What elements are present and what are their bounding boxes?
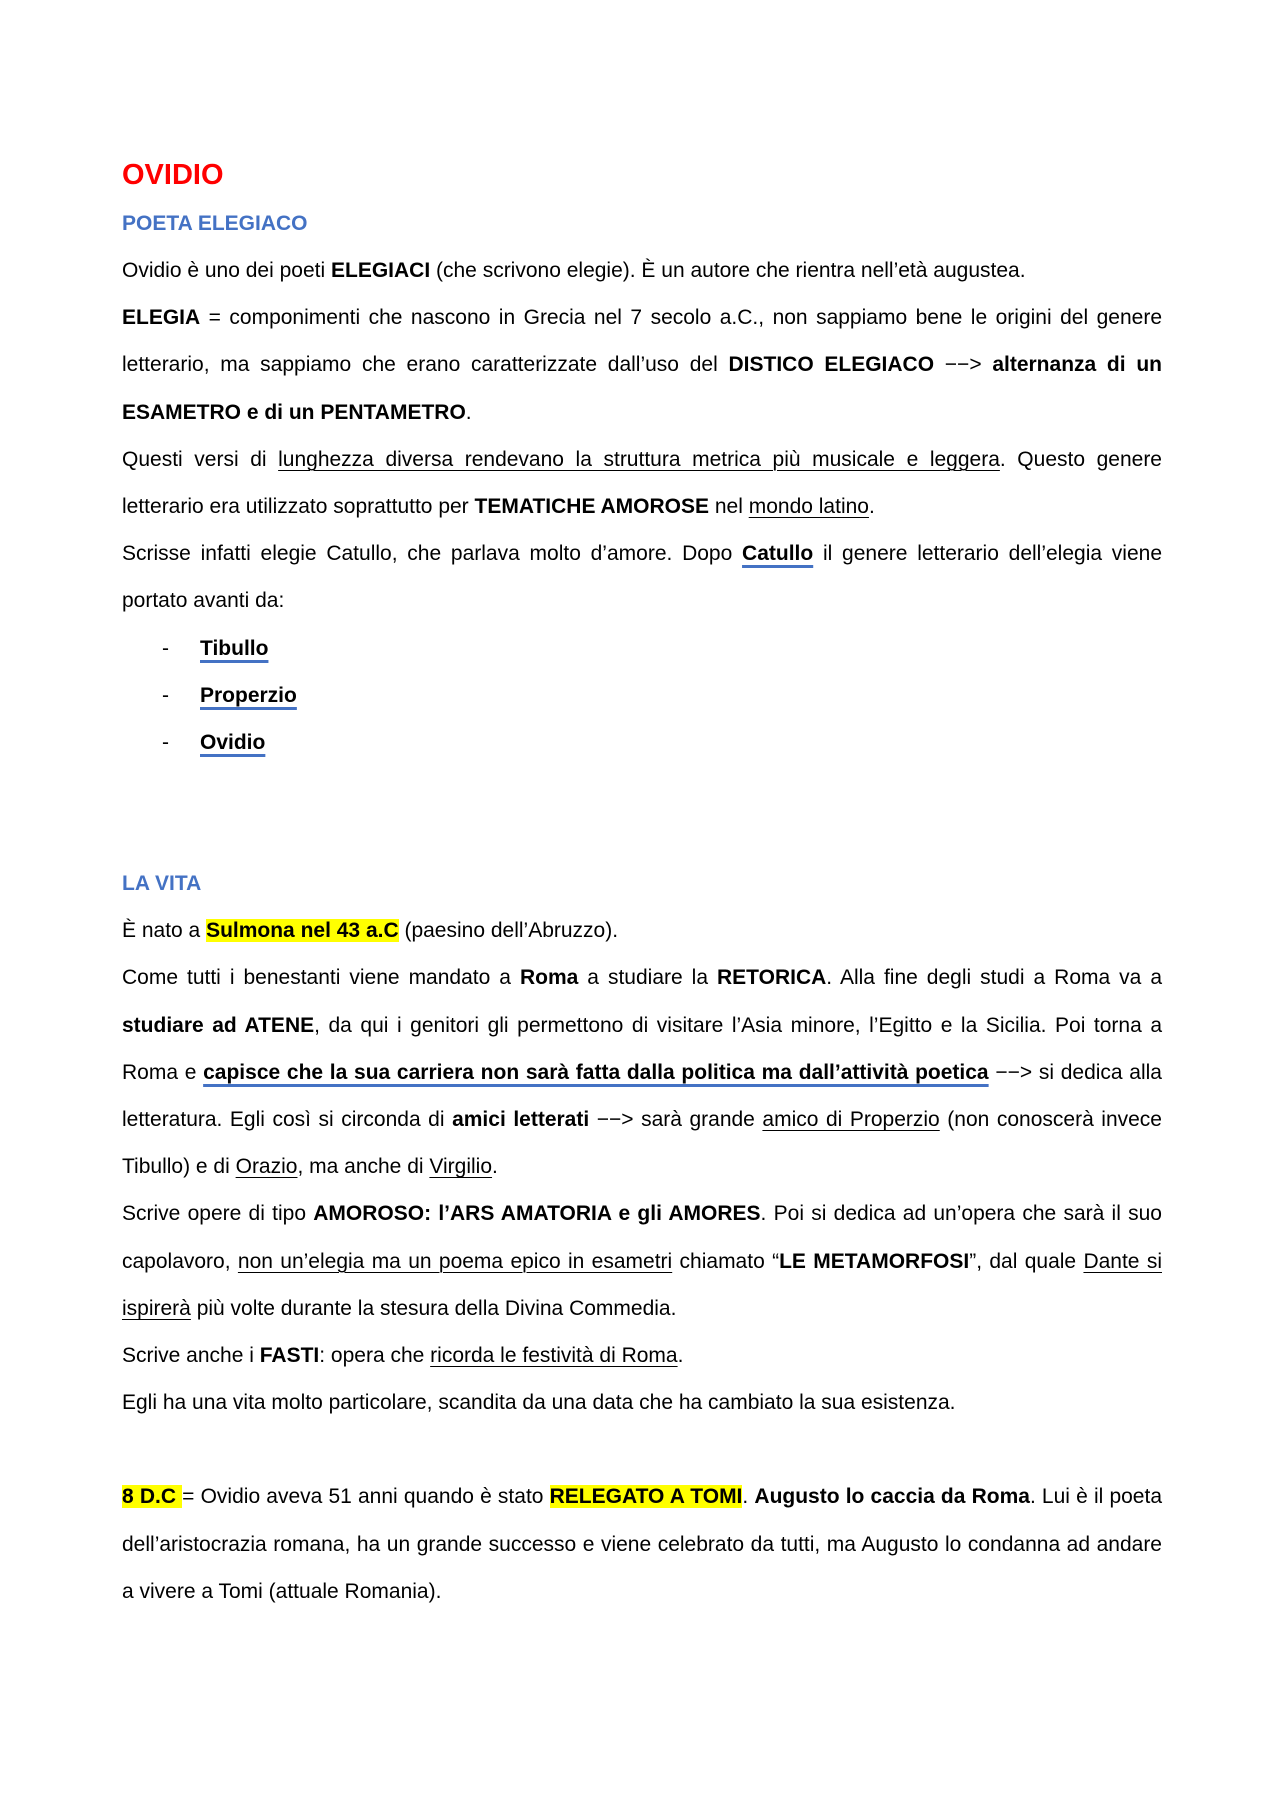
- paragraph: Questi versi di lunghezza diversa rendevano la struttura metrica più musicale e leggera. Questo genere letterario era utilizzato soprattutto per TEMATICHE AMOROSE nel mondo latino.: [122, 447, 1162, 519]
- paragraph: Scrisse infatti elegie Catullo, che parlava molto d’amore. Dopo Catullo il genere letterario dell’elegia viene portato avanti da:: [122, 542, 1163, 613]
- poets-list: [122, 625, 1162, 767]
- section-heading-poeta-elegiaco: POETA ELEGIACO: [122, 212, 308, 235]
- blank-space: [122, 1426, 1162, 1473]
- link-tibullo[interactable]: Tibullo: [200, 636, 269, 660]
- link-carriera-poetica[interactable]: capisce che la sua carriera non sarà fatta dalla politica ma dall’attività poetica: [203, 1060, 989, 1084]
- paragraph: Egli ha una vita molto particolare, scandita da una data che ha cambiato la sua esistenza.: [122, 1391, 956, 1415]
- link-ovidio[interactable]: Ovidio: [200, 731, 266, 755]
- paragraph: ELEGIA = componimenti che nascono in Grecia nel 7 secolo a.C., non sappiamo bene le origini del genere letterario, ma sappiamo che erano caratterizzate dall’uso del DISTICO ELEGIACO −−> alternanza di un ESAMETRO e di un PENTAMETRO.: [122, 306, 1162, 424]
- section-heading-la-vita: LA VITA: [122, 872, 202, 896]
- link-properzio[interactable]: Properzio: [200, 683, 297, 707]
- blank-space: [122, 766, 1162, 860]
- document-title: OVIDIO: [122, 159, 224, 191]
- list-item: - Tibullo: [162, 636, 269, 660]
- paragraph: È nato a Sulmona nel 43 a.C (paesino dell’Abruzzo).: [122, 919, 619, 943]
- paragraph: Ovidio è uno dei poeti ELEGIACI (che scrivono elegie). È un autore che rientra nell’età augustea.: [122, 259, 1026, 282]
- link-catullo[interactable]: Catullo: [742, 542, 814, 566]
- paragraph: Scrive opere di tipo AMOROSO: l’ARS AMATORIA e gli AMORES. Poi si dedica ad un’opera che sarà il suo capolavoro, non un’elegia ma un poema epico in esametri chiamato “LE METAMORFOSI”, dal quale Dante si ispirerà più volte durante la stesura della Divina Commedia.: [122, 1202, 1162, 1320]
- paragraph: Come tutti i benestanti viene mandato a Roma a studiare la RETORICA. Alla fine degli studi a Roma va a studiare ad ATENE, da qui i genitori gli permettono di visitare l’Asia minore, l’Egitto e la Sicilia. Poi torna a Roma e capisce che la sua carriera non sarà fatta dalla politica ma dall’attività poetica −−> si dedica alla letteratura. Egli così si circonda di amici letterati −−> sarà grande amico di Properzio (non conoscerà invece Tibullo) e di Orazio, ma anche di Virgilio.: [122, 966, 1163, 1179]
- list-item: - Properzio: [162, 683, 297, 707]
- paragraph: Scrive anche i FASTI: opera che ricorda le festività di Roma.: [122, 1344, 684, 1368]
- document-page: [122, 150, 1162, 1615]
- paragraph: 8 D.C = Ovidio aveva 51 anni quando è stato RELEGATO A TOMI. Augusto lo caccia da Roma. Lui è il poeta dell’aristocrazia romana, ha un grande successo e viene celebrato da tutti, ma Augusto lo condanna ad andare a vivere a Tomi (attuale Romania).: [122, 1485, 1162, 1603]
- list-item: - Ovidio: [162, 731, 266, 755]
